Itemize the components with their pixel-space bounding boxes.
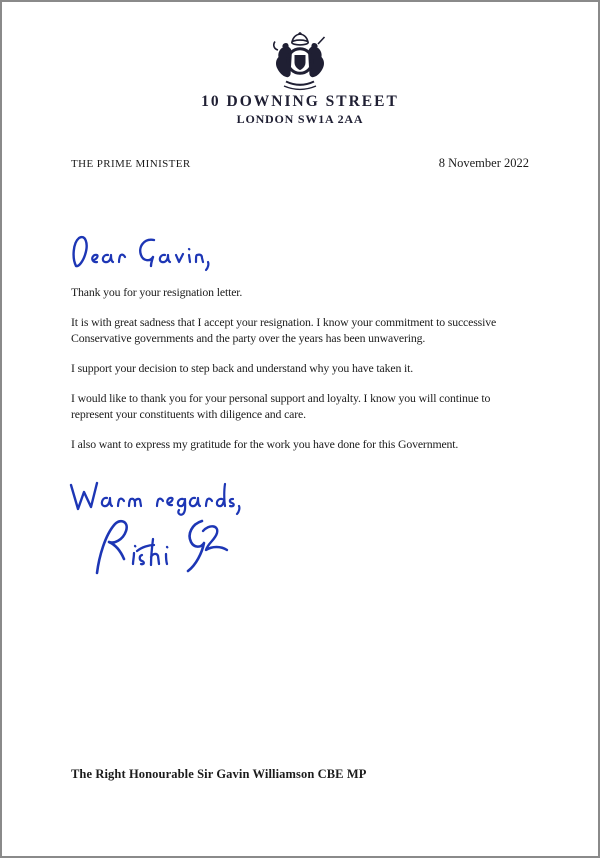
paragraph — [71, 284, 541, 300]
handwritten-salutation — [68, 230, 243, 281]
sender-title: THE PRIME MINISTER — [71, 158, 191, 170]
body-line: I also want to express my gratitude for the work you have done for this Government. — [71, 437, 459, 451]
letter-date: 8 November 2022 — [438, 156, 529, 170]
recipient-line: The Right Honourable Sir Gavin Williamson CBE MP — [71, 767, 367, 781]
paragraph — [71, 436, 541, 452]
body-line: represent your constituents with diligence and care. — [71, 407, 306, 421]
paragraph — [71, 314, 541, 346]
body-line: I support your decision to step back and understand why you have taken it. — [71, 361, 414, 375]
letterhead-address-line1: 10 DOWNING STREET — [201, 93, 399, 110]
royal-coat-of-arms-icon — [262, 31, 338, 96]
paragraph — [71, 390, 541, 422]
body-line: It is with great sadness that I accept your resignation. I know your commitment to successive — [71, 315, 497, 329]
paragraph — [71, 360, 541, 376]
body-line: Thank you for your resignation letter. — [71, 285, 243, 299]
letter-meta-row — [71, 156, 529, 171]
handwritten-signature — [90, 509, 240, 582]
letter-body — [71, 284, 541, 466]
body-line: I would like to thank you for your personal support and loyalty. I know you will continue to — [71, 391, 491, 405]
letterhead-address-line2: LONDON SW1A 2AA — [236, 112, 364, 126]
body-line: Conservative governments and the party over the years has been unwavering. — [71, 331, 426, 345]
